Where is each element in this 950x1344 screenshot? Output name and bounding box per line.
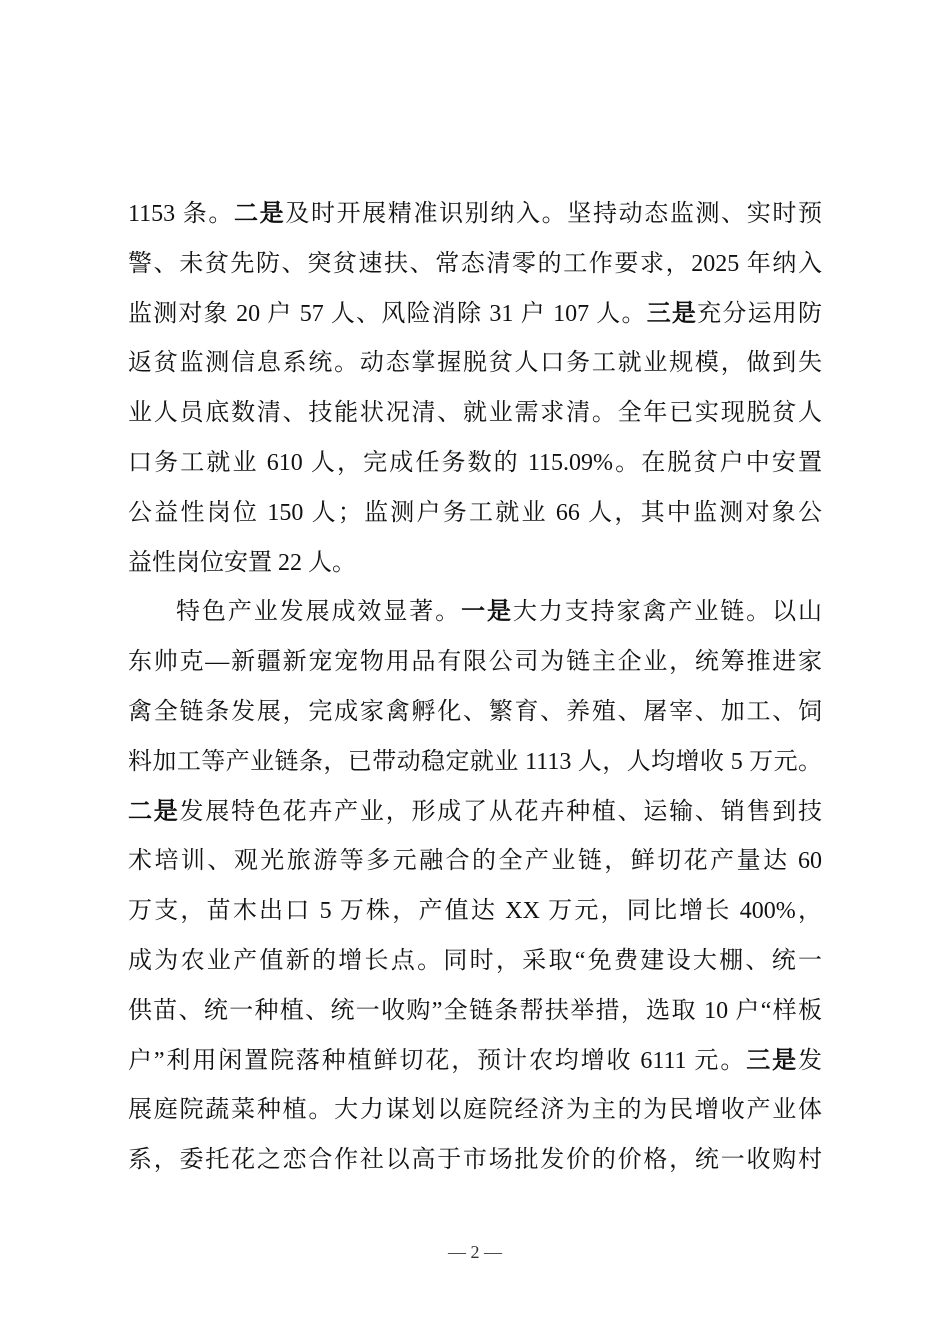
- text-segment: 系，委托花之恋合作社以高于市场批发价的价格，统一收购村: [128, 1147, 822, 1174]
- text-line: [128, 1037, 822, 1087]
- text-segment: 益性岗位安置 22 人。: [128, 549, 356, 576]
- text-line: [128, 987, 822, 1037]
- text-segment: 成为农业产值新的增长点。同时，采取“免费建设大棚、统一: [128, 947, 822, 974]
- text-line: [128, 439, 822, 489]
- text-segment: 发: [798, 1047, 822, 1074]
- text-line: [128, 240, 822, 290]
- document-body: [128, 190, 822, 1186]
- text-segment: 公益性岗位 150 人；监测户务工就业 66 人，其中监测对象公: [128, 499, 822, 526]
- text-segment: 1153 条。: [128, 201, 235, 227]
- text-line: [128, 389, 822, 439]
- text-segment: 监测对象 20 户 57 人、风险消除 31 户 107 人。: [128, 300, 647, 327]
- text-line: [128, 190, 822, 240]
- text-segment: 发展特色花卉产业，形成了从花卉种植、运输、销售到技: [179, 798, 823, 825]
- text-line: [128, 588, 822, 638]
- text-line: [128, 489, 822, 539]
- text-line: [128, 788, 822, 838]
- text-segment: 供苗、统一种植、统一收购”全链条帮扶举措，选取 10 户“样板: [128, 997, 822, 1024]
- text-line: [128, 1086, 822, 1136]
- text-line: [128, 339, 822, 389]
- text-segment: 展庭院蔬菜种植。大力谋划以庭院经济为主的为民增收产业体: [128, 1097, 822, 1124]
- text-segment: 返贫监测信息系统。动态掌握脱贫人口务工就业规模，做到失: [128, 350, 822, 377]
- text-line: [128, 738, 822, 788]
- bold-lead-phrase: 一是: [461, 599, 513, 626]
- text-line: [128, 937, 822, 987]
- text-line: [128, 1136, 822, 1186]
- bold-lead-phrase: 三是: [746, 1047, 798, 1074]
- text-segment: 户”利用闲置院落种植鲜切花，预计农均增收 6111 元。: [128, 1047, 747, 1074]
- text-segment: 充分运用防: [697, 300, 823, 327]
- text-line: [128, 837, 822, 887]
- text-segment: 术培训、观光旅游等多元融合的全产业链，鲜切花产量达 60: [128, 848, 822, 875]
- text-segment: 大力支持家禽产业链。以山: [512, 599, 823, 626]
- text-segment: 料加工等产业链条，已带动稳定就业 1113 人，人均增收 5 万元。: [128, 748, 822, 775]
- text-segment: 及时开展精准识别纳入。坚持动态监测、实时预: [285, 201, 823, 227]
- text-line: [128, 688, 822, 738]
- text-line: [128, 539, 822, 589]
- text-segment: 东帅克—新疆新宠宠物用品有限公司为链主企业，统筹推进家: [128, 649, 822, 676]
- text-line: [128, 887, 822, 937]
- bold-lead-phrase: 三是: [646, 300, 698, 327]
- bold-lead-phrase: 二是: [128, 798, 180, 825]
- text-segment: 禽全链条发展，完成家禽孵化、繁育、养殖、屠宰、加工、饲: [128, 698, 822, 725]
- bold-lead-phrase: 二是: [234, 201, 286, 227]
- text-line: [128, 638, 822, 688]
- text-segment: 警、未贫先防、突贫速扶、常态清零的工作要求，2025 年纳入: [128, 250, 822, 277]
- text-segment: 口务工就业 610 人，完成任务数的 115.09%。在脱贫户中安置: [128, 449, 822, 476]
- text-segment: 特色产业发展成效显著。: [176, 599, 462, 626]
- page-number: — 2 —: [448, 1242, 502, 1262]
- text-line: [128, 290, 822, 340]
- text-segment: 业人员底数清、技能状况清、就业需求清。全年已实现脱贫人: [128, 400, 822, 427]
- text-segment: 万支，苗木出口 5 万株，产值达 XX 万元，同比增长 400%，: [128, 898, 822, 925]
